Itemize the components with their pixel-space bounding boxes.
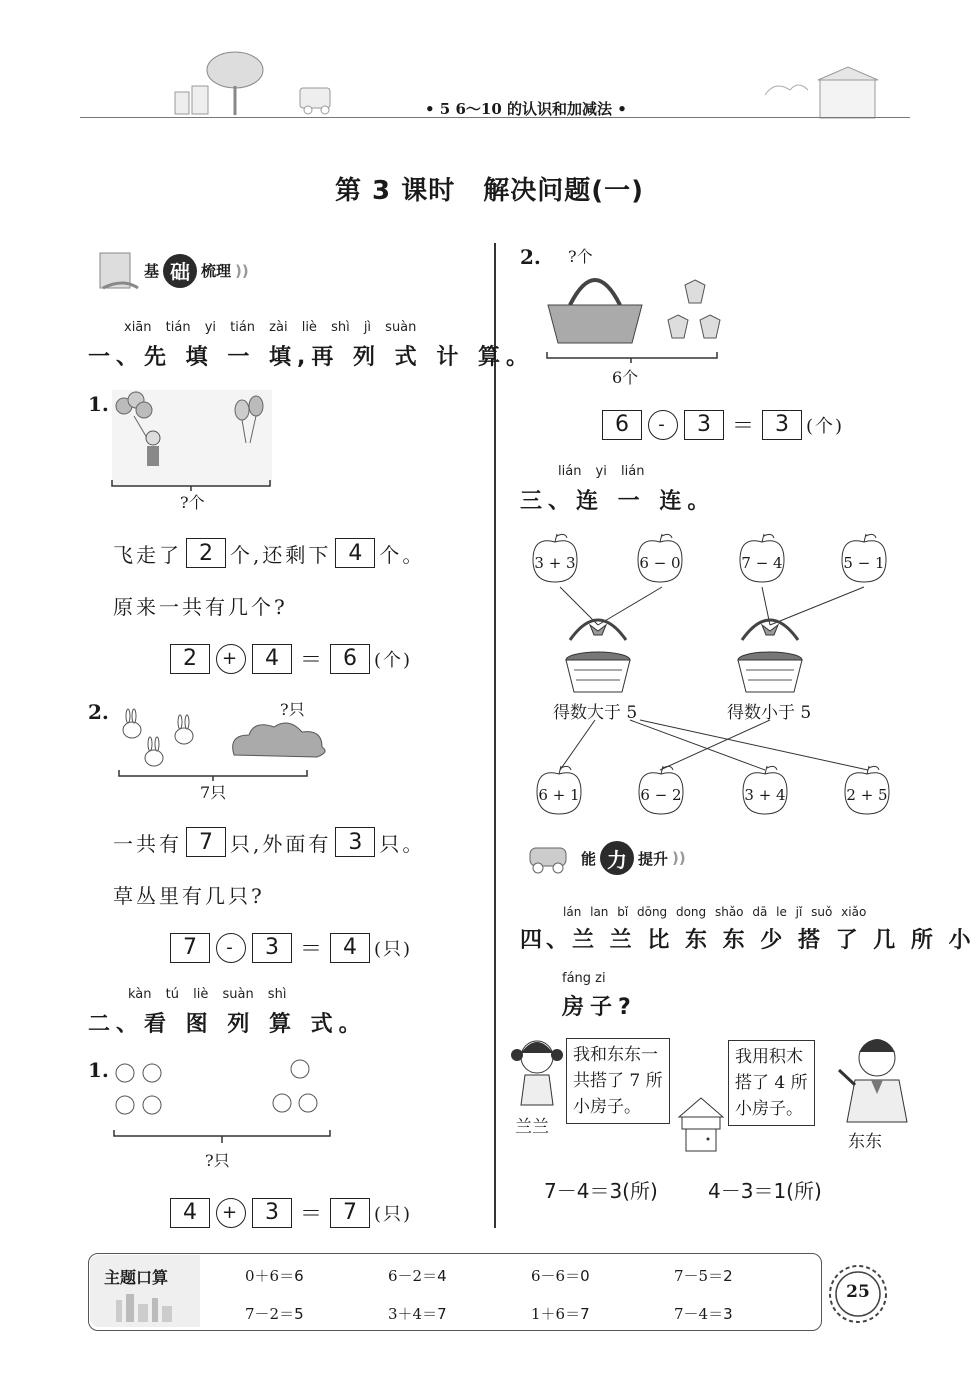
s1-q2-question-label: ?只 [280, 700, 305, 719]
s3-heading: 三、连 一 连。 [520, 489, 716, 514]
s1-q2-sentence: 一共有 7 只,外面有 3 只。 [113, 827, 425, 857]
apple-top-4[interactable]: 5 − 1 [839, 530, 899, 590]
section-badge-basic: 基 础 梳理 )) [95, 248, 249, 293]
lesson-title [0, 170, 979, 207]
answer-box[interactable]: 3 [762, 410, 802, 440]
s2-q1-equation: 4 + 3 ＝ 7 (只) [166, 1197, 412, 1228]
basket-left-icon [566, 620, 630, 692]
operator-circle[interactable]: - [648, 410, 678, 440]
answer-box[interactable]: 4 [330, 933, 370, 963]
oral-item: 6－2＝4 [388, 1267, 447, 1285]
slide-icon [95, 248, 140, 293]
car-icon [522, 838, 577, 878]
name-lanlan: 兰兰 [515, 1117, 549, 1137]
basket-right-icon [738, 620, 802, 692]
s4-answer-1: 7－4＝3(所) [544, 1179, 658, 1203]
oral-calc-title: 主题口算 [104, 1268, 169, 1287]
apple-top-1[interactable]: 3 + 3 [530, 530, 590, 590]
s1-q1-question: 原来一共有几个? [113, 595, 288, 619]
s1-q1-number: 1. [88, 392, 109, 416]
answer-box[interactable]: 4 [170, 1198, 210, 1228]
header-title: • 5 6～10 的认识和加减法 • [425, 100, 627, 118]
oral-item: 7－5＝2 [674, 1267, 733, 1285]
speech-bubble-lanlan: 我和东东一 共搭了 7 所 小房子。 [566, 1038, 670, 1124]
apple-top-3[interactable]: 7 − 4 [737, 530, 797, 590]
answer-box[interactable]: 3 [252, 1198, 292, 1228]
rabbits-grass-illustration [112, 700, 342, 775]
header-rule [80, 117, 910, 118]
oral-item: 7－2＝5 [245, 1305, 304, 1323]
s1-q2-equation: 7 - 3 ＝ 4 (只) [166, 932, 412, 963]
answer-box[interactable]: 3 [335, 827, 375, 857]
s1-q2-number: 2. [88, 700, 109, 724]
answer-box[interactable]: 2 [186, 538, 226, 568]
oral-item: 7－4＝3 [674, 1305, 733, 1323]
speech-bubble-dongdong: 我用积木 搭了 4 所 小房子。 [728, 1040, 815, 1126]
s1-heading: 一、先 填 一 填,再 列 式 计 算。 [88, 345, 534, 370]
answer-box[interactable]: 3 [252, 933, 292, 963]
s1-q2-question: 草丛里有几只? [113, 884, 265, 908]
oral-item: 6－6＝0 [531, 1267, 590, 1285]
operator-circle[interactable]: + [216, 644, 246, 674]
basket-label-less: 得数小于 5 [727, 703, 812, 723]
apple-top-2[interactable]: 6 − 0 [635, 530, 695, 590]
header-house-icon [760, 65, 890, 120]
s2-q2-number: 2. [520, 245, 541, 269]
s4-pinyin-2: fáng zi [562, 971, 606, 986]
operator-circle[interactable]: + [216, 1198, 246, 1228]
s4-heading-2: 房子? [562, 995, 637, 1020]
oral-item: 1＋6＝7 [531, 1305, 590, 1323]
boy-dongdong-illustration [835, 1030, 915, 1125]
brace-icon [112, 1128, 334, 1144]
girl-lanlan-illustration [505, 1035, 570, 1115]
block-house-icon [676, 1095, 726, 1155]
lesson-topic: 解决问题(一) [483, 176, 644, 206]
city-skyline-icon [96, 1290, 196, 1324]
answer-box[interactable]: 4 [335, 538, 375, 568]
girl-balloons-illustration [110, 388, 275, 488]
s4-pinyin-1: lán lan bǐ dōng dong shǎo dā le jǐ suǒ xiǎo [563, 905, 867, 919]
apple-bottom-3[interactable]: 3 + 4 [740, 762, 800, 822]
operator-circle[interactable]: - [216, 933, 246, 963]
brace-icon [545, 350, 720, 364]
column-divider [494, 243, 496, 1228]
oral-item: 3＋4＝7 [388, 1305, 447, 1323]
s2-q1-brace-label: ?只 [205, 1151, 230, 1170]
answer-box[interactable]: 7 [330, 1198, 370, 1228]
apple-bottom-1[interactable]: 6 + 1 [534, 762, 594, 822]
basket-strawberries-illustration [540, 265, 735, 355]
answer-box[interactable]: 6 [602, 410, 642, 440]
s2-q2-equation: 6 - 3 ＝ 3 (个) [598, 409, 844, 440]
name-dongdong: 东东 [848, 1132, 882, 1152]
answer-box[interactable]: 4 [252, 644, 292, 674]
chicks-illustration [110, 1055, 335, 1130]
s2-pinyin: kàn tú liè suàn shì [128, 987, 287, 1002]
s1-q1-equation: 2 + 4 ＝ 6 (个) [166, 643, 412, 674]
oral-item: 0＋6＝6 [245, 1267, 304, 1285]
answer-box[interactable]: 3 [684, 410, 724, 440]
apple-bottom-2[interactable]: 6 − 2 [636, 762, 696, 822]
answer-box[interactable]: 6 [330, 644, 370, 674]
s2-q1-number: 1. [88, 1058, 109, 1082]
s1-q1-sentence: 飞走了 2 个,还剩下 4 个。 [113, 538, 425, 568]
answer-box[interactable]: 7 [186, 827, 226, 857]
header-scenery-icon [160, 50, 360, 120]
s2-heading: 二、看 图 列 算 式。 [88, 1012, 367, 1037]
s1-q2-brace-label: 7只 [200, 783, 227, 802]
s2-q2-question-label: ?个 [568, 247, 593, 266]
page-number: 25 [846, 1282, 870, 1302]
s1-pinyin: xiān tián yi tián zài liè shì jì suàn [124, 320, 417, 335]
s4-heading-1: 四、兰 兰 比 东 东 少 搭 了 几 所 小 [520, 928, 975, 953]
lesson-number: 第 3 课时 [335, 176, 456, 206]
section-badge-ability: 能 力 提升 )) [522, 838, 686, 878]
s2-q2-brace-label: 6个 [612, 368, 639, 387]
answer-box[interactable]: 2 [170, 644, 210, 674]
answer-box[interactable]: 7 [170, 933, 210, 963]
s4-answer-2: 4－3＝1(所) [708, 1179, 822, 1203]
s3-pinyin: lián yi lián [558, 464, 645, 479]
apple-bottom-4[interactable]: 2 + 5 [842, 762, 902, 822]
basket-label-greater: 得数大于 5 [553, 703, 638, 723]
s1-q1-brace-label: ?个 [180, 493, 205, 512]
